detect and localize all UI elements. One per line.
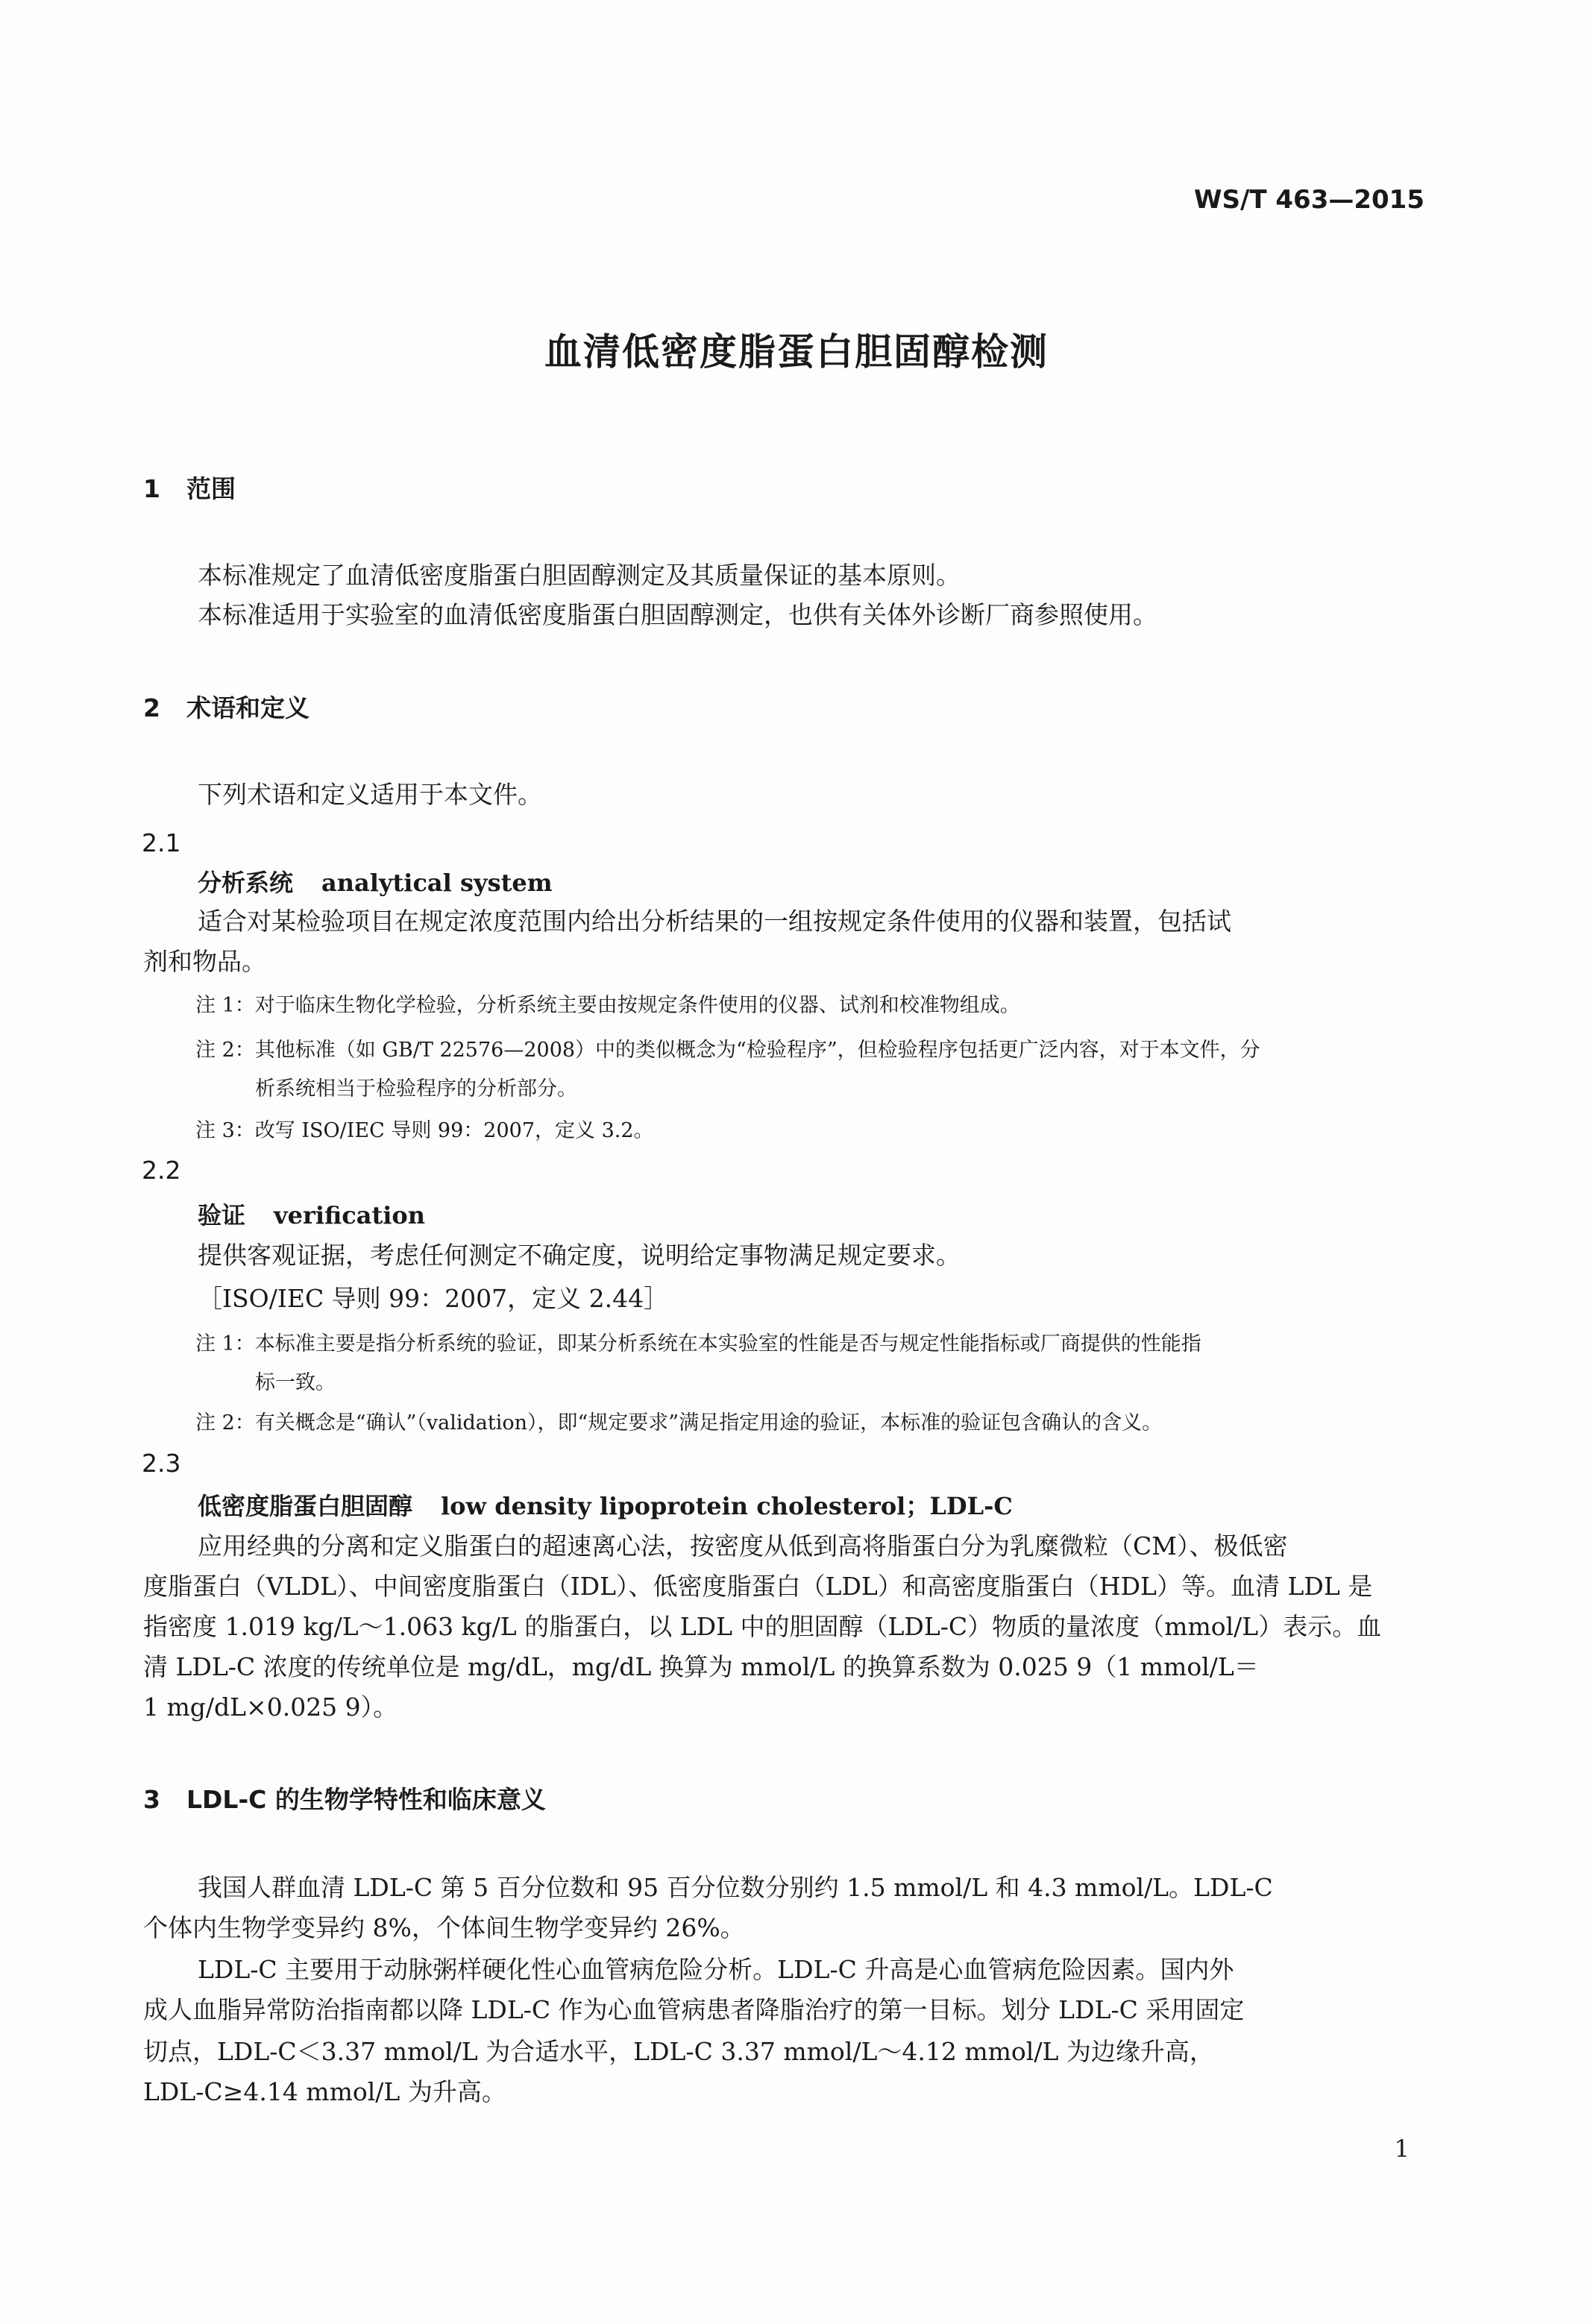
section-3-heading	[143, 1785, 546, 1815]
term-en: verification	[274, 1201, 426, 1229]
note-line: 注 1：本标准主要是指分析系统的验证，即某分析系统在本实验室的性能是否与规定性能指标或厂商提供的性能指	[195, 1332, 1201, 1355]
term-number: 2.2	[142, 1156, 181, 1185]
note-line: 注 1：对于临床生物化学检验，分析系统主要由按规定条件使用的仪器、试剂和校准物组成。	[195, 994, 1020, 1017]
section-number: 1	[143, 474, 160, 503]
paragraph-line: 成人血脂异常防治指南都以降 LDL-C 作为心血管病患者降脂治疗的第一目标。划分 LDL-C 采用固定	[143, 1995, 1245, 2024]
section-title: 术语和定义	[186, 693, 310, 722]
paragraph-line: LDL-C≥4.14 mmol/L 为升高。	[143, 2077, 506, 2106]
page-number: 1	[1394, 2135, 1410, 2163]
term-en: analytical system	[321, 869, 553, 897]
note-line: 注 3：改写 ISO/IEC 导则 99：2007，定义 3.2。	[195, 1119, 654, 1142]
definition-line: 度脂蛋白（VLDL）、中间密度脂蛋白（IDL）、低密度脂蛋白（LDL）和高密度脂蛋白（HDL）等。血清 LDL 是	[143, 1572, 1373, 1601]
note-line: 析系统相当于检验程序的分析部分。	[255, 1077, 577, 1100]
term-2-2	[198, 1200, 425, 1230]
section-number: 3	[143, 1785, 160, 1814]
reference-line: ［ISO/IEC 导则 99：2007，定义 2.44］	[198, 1284, 669, 1313]
definition-line: 剂和物品。	[143, 947, 266, 976]
definition-line: 1 mg/dL×0.025 9）。	[143, 1692, 398, 1722]
note-line: 标一致。	[255, 1371, 336, 1394]
note-line: 注 2：其他标准（如 GB/T 22576—2008）中的类似概念为“检验程序”，但检验程序包括更广泛内容，对于本文件，分	[195, 1039, 1260, 1062]
intro-line: 下列术语和定义适用于本文件。	[198, 780, 542, 809]
section-number: 2	[143, 693, 160, 722]
definition-line: 应用经典的分离和定义脂蛋白的超速离心法，按密度从低到高将脂蛋白分为乳糜微粒（CM）、极低密	[198, 1531, 1288, 1561]
paragraph-line: 我国人群血清 LDL-C 第 5 百分位数和 95 百分位数分别约 1.5 mmol/L 和 4.3 mmol/L。LDL-C	[198, 1873, 1273, 1902]
note-line: 注 2：有关概念是“确认”（validation），即“规定要求”满足指定用途的验证，本标准的验证包含确认的含义。	[195, 1411, 1163, 1435]
term-zh: 低密度脂蛋白胆固醇	[198, 1492, 413, 1520]
paragraph-line: 个体内生物学变异约 8%，个体间生物学变异约 26%。	[143, 1913, 745, 1942]
definition-line: 指密度 1.019 kg/L～1.063 kg/L 的脂蛋白，以 LDL 中的胆固醇（LDL-C）物质的量浓度（mmol/L）表示。血	[143, 1612, 1382, 1641]
section-title: 范围	[186, 474, 236, 503]
term-2-3	[198, 1491, 1013, 1521]
section-title: LDL-C 的生物学特性和临床意义	[186, 1785, 546, 1814]
term-number: 2.3	[142, 1449, 181, 1478]
term-2-1	[198, 868, 553, 898]
definition-line: 提供客观证据，考虑任何测定不确定度，说明给定事物满足规定要求。	[198, 1241, 961, 1270]
term-number: 2.1	[142, 828, 181, 857]
section-2-heading	[143, 693, 310, 723]
term-zh: 分析系统	[198, 869, 294, 897]
definition-line: 清 LDL-C 浓度的传统单位是 mg/dL，mg/dL 换算为 mmol/L 的换算系数为 0.025 9（1 mmol/L＝	[143, 1652, 1259, 1681]
term-en: low density lipoprotein cholesterol；LDL-C	[441, 1492, 1013, 1520]
paragraph-line: 本标准适用于实验室的血清低密度脂蛋白胆固醇测定，也供有关体外诊断厂商参照使用。	[198, 600, 1157, 629]
term-zh: 验证	[198, 1201, 246, 1229]
paragraph-line: LDL-C 主要用于动脉粥样硬化性心血管病危险分析。LDL-C 升高是心血管病危险因素。国内外	[198, 1955, 1234, 1984]
paragraph-line: 切点，LDL-C＜3.37 mmol/L 为合适水平，LDL-C 3.37 mmol/L～4.12 mmol/L 为边缘升高，	[143, 2037, 1214, 2066]
paragraph-line: 本标准规定了血清低密度脂蛋白胆固醇测定及其质量保证的基本原则。	[198, 561, 961, 590]
document-title: 血清低密度脂蛋白胆固醇检测	[544, 330, 1049, 374]
section-1-heading	[143, 474, 236, 504]
standard-code: WS/T 463—2015	[1193, 185, 1424, 215]
definition-line: 适合对某检验项目在规定浓度范围内给出分析结果的一组按规定条件使用的仪器和装置，包括试	[198, 907, 1231, 936]
